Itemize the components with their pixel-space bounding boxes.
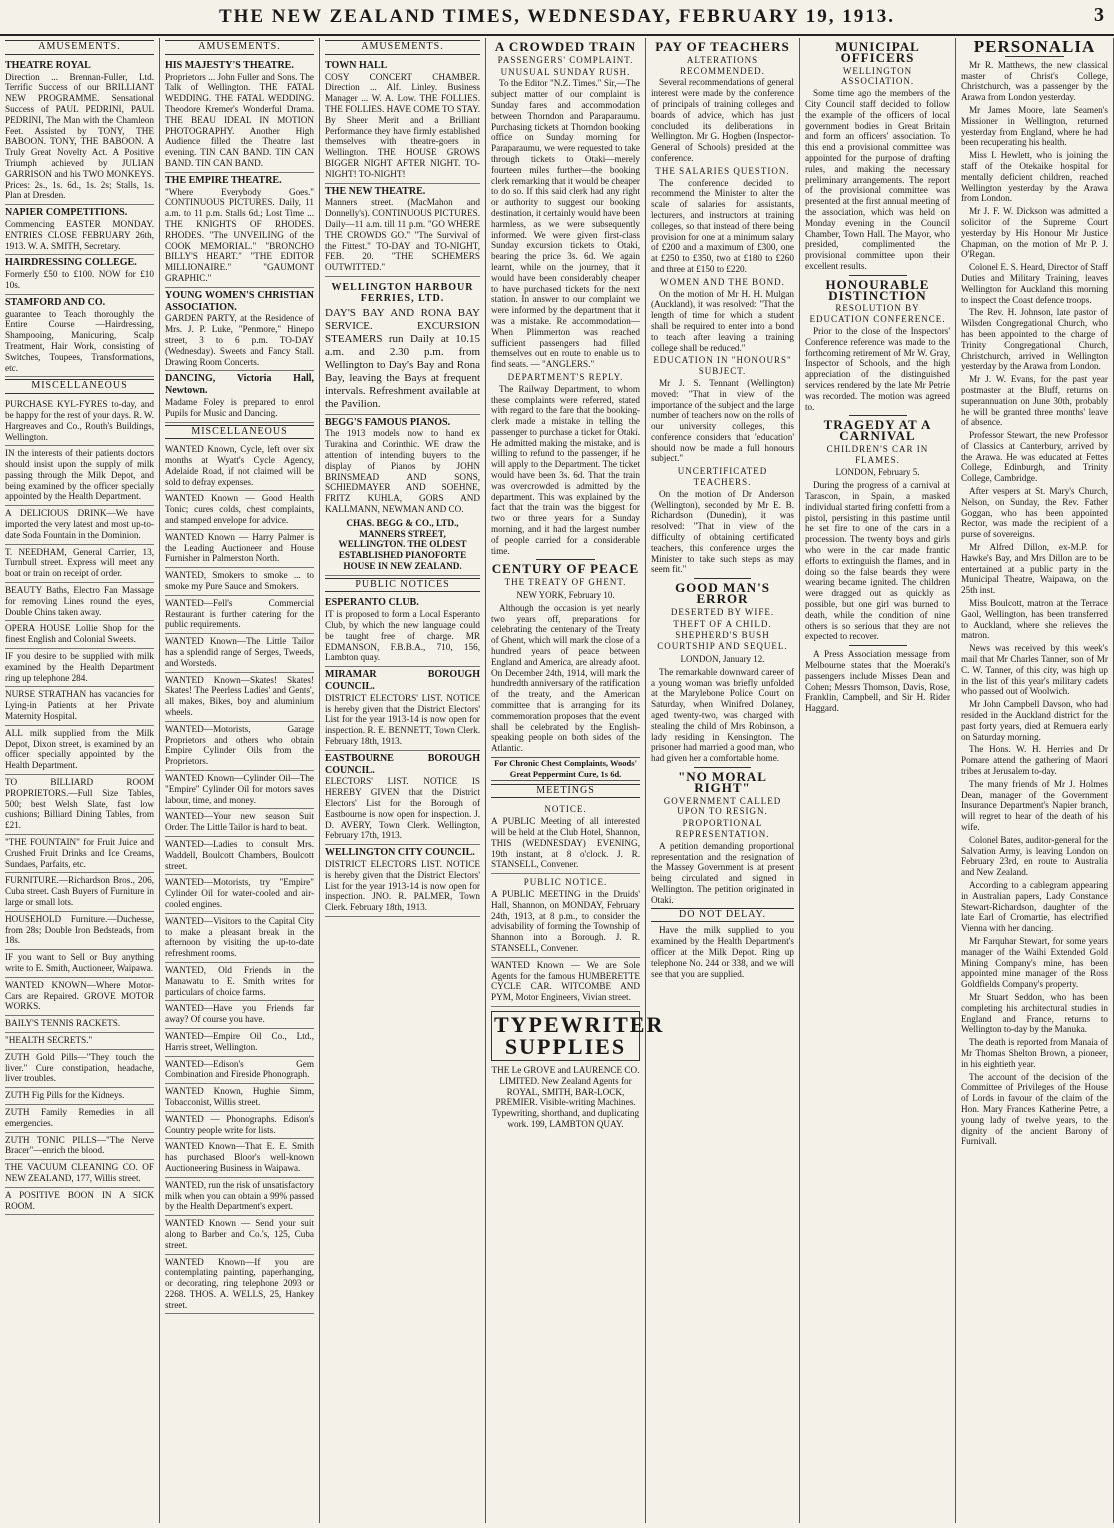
- ad-body: Formerly £50 to £100. NOW for £10 10s.: [5, 269, 154, 290]
- column-5: [646, 38, 800, 1523]
- notice-public: [491, 874, 640, 958]
- subheading: THE TREATY OF GHENT.: [504, 577, 627, 588]
- ad-head: BEGG'S FAMOUS PIANOS.: [325, 416, 451, 428]
- article-body: On the motion of Mr H. H. Mulgan (Auckland), it was resolved: "That the length of time for which a student shall be required to enter into a bond to teach after leaving a training college shall be reduced.": [651, 288, 794, 353]
- ad-head: TOWN HALL: [325, 59, 388, 71]
- notice-wellington: [325, 845, 480, 917]
- subheading: EDUCATION IN "HONOURS" SUBJECT.: [653, 355, 792, 377]
- begg-firm: CHAS. BEGG & CO., LTD., MANNERS STREET, WELLINGTON. THE OLDEST ESTABLISHED PIANOFORTE HOUSE IN NEW ZEALAND.: [338, 517, 467, 571]
- ad-body: "Where Everybody Goes." CONTINUOUS PICTURES. Daily, 11 a.m. to 11 p.m. Stalls 6d.; Lost Time ... THE KNIGHTS OF RHODES. RHODES. "The UNVEILING of the COOK MEMORIAL." "BRONCHO BILLY'S HEART." "THE EDITOR MILLIONAIRE." "GAUMONT GRAPHIC.": [165, 186, 314, 283]
- classified-ad: IF you want to Sell or Buy anything write to E. Smith, Auctioneer, Waipawa.: [5, 950, 154, 978]
- ad-head: YOUNG WOMEN'S CHRISTIAN ASSOCIATION.: [165, 289, 314, 313]
- divider: [849, 275, 907, 276]
- subheading: UNCERTIFICATED TEACHERS.: [677, 466, 768, 488]
- subheading: CHILDREN'S CAR IN FLAMES.: [826, 443, 929, 465]
- ad-new-theatre: [325, 184, 480, 277]
- article-body: A petition demanding proportional representation and the resignation of the Massey Government is at present being circulated and signed in Wellington. The petition originated in Otaki.: [651, 840, 794, 905]
- ad-body: Direction ... Brennan-Fuller, Ltd. Terrific Success of our BRILLIANT NEW PROGRAMME. Sensational Success of PAUL PEDRINI, PAUL PEDRINI, The Man with the Chamleon Feet. Assisted by TONY, THE BABOON. TONY, THE BABOON. A Truly Great Novelty Act. A Positive Triumph achieved by JULIAN GARRISON and his TWO MONKEYS. Prices: 2s., 1s. 6d., 1s. 2s; Stalls, 1s. Plan at Dresden.: [5, 71, 154, 201]
- ad-head: THEATRE ROYAL: [5, 59, 91, 71]
- subheading: RESOLUTION BY EDUCATION CONFERENCE.: [809, 303, 946, 325]
- wanted-ad: WANTED, Smokers to smoke ... to smoke my Pure Sauce and Smokers.: [165, 568, 314, 596]
- headline: PAY OF TEACHERS: [655, 39, 790, 54]
- personalia-items: [961, 60, 1108, 1147]
- classified-ad: ZUTH TONIC PILLS—"The Nerve Bracer"—enrich the blood.: [5, 1133, 154, 1161]
- personalia-item: Mr J. F. W. Dickson was admitted a solicitor of the Supreme Court yesterday by His Honour Mr Justice Chapman, on the motion of Mr P. J. O'Regan.: [961, 206, 1108, 260]
- notice-meeting: [491, 801, 640, 874]
- ad-begg: [325, 415, 480, 576]
- ad-body: DISTRICT ELECTORS LIST. NOTICE is hereby given that the District Electors' List for the year 1913-14 is now open for inspection. JNO. R. PALMER, Town Clerk. February 18th, 1913.: [325, 859, 480, 913]
- subheading: ALTERATIONS RECOMMENDED.: [680, 54, 765, 76]
- headline: A CROWDED TRAIN: [494, 39, 637, 54]
- ad-theatre-royal: [5, 58, 154, 205]
- wanted-ad: WANTED Known—The Little Tailor has a splendid range of Serges, Tweeds, and Worsteds.: [165, 634, 314, 672]
- notice-esperanto: [325, 595, 480, 667]
- article-body: The conference decided to recommend the Minister to alter the scale of salaries for assistants, lecturers, and instructors at training colleges, so that instead of there being provision for one at a minimum salary of £200 and a maximum of £300, one at £250 to £350, two at £180 to £260 and three at £150 to £220.: [651, 177, 794, 274]
- ad-head: HIS MAJESTY'S THEATRE.: [165, 59, 294, 71]
- classified-ad: "THE FOUNTAIN" for Fruit Juice and Crushed Fruit Drinks and Ice Creams, Sundaes, Parfaits, etc.: [5, 835, 154, 873]
- classified-ad: BAILY'S TENNIS RACKETS.: [5, 1016, 154, 1033]
- section-heading: MISCELLANEOUS: [165, 425, 314, 440]
- article-body: Some time ago the members of the City Council staff decided to follow the example of the officers of local government bodies in Great Britain and form an officers' association. To this end a provisional committee was appointed for the purpose of drafting rules, and making the necessary preliminary arrangements. The report of the provisional committee was presented at the first annual meeting of the association, which was held on Monday evening in the Council Chamber, Town Hall. The Mayor, who presided, complimented the provisional committee upon their excellent results.: [805, 88, 950, 271]
- notice-miramar: [325, 667, 480, 751]
- ad-stamford: [5, 295, 154, 378]
- ad-body: COSY CONCERT CHAMBER. Direction ... Alf. Linley. Business Manager ... W. A. Low. THE FOLLIES. THE FOLLIES. HAVE COME TO STAY. By Sheer Merit and a Brilliant Performance they have firmly established themselves with theatre-goers in Wellington. THE HOUSE GROWS BIGGER NIGHT AFTER NIGHT. TO-NIGHT! TO-NIGHT!: [325, 71, 480, 179]
- ad-body: Proprietors ... John Fuller and Sons. The Talk of Wellington. THE FATAL WEDDING. THE FATAL WEDDING. Theodore Kremer's Wonderful Drama. THE BEAU IDEAL IN MOTION PHOTOGRAPHY. Another High Audience filled the Theatre last evening. TIN CAN BAND. TIN CAN BAND. TIN CAN BAND.: [165, 71, 314, 168]
- column-2: [160, 38, 320, 1523]
- personalia-item: According to a cablegram appearing in Australian papers, Lady Constance Stewart-Richardson, daughter of the late Earl of Cromartie, has electrified Vienna with her dancing.: [961, 879, 1108, 934]
- subheading: DEPARTMENT'S REPLY.: [507, 371, 624, 382]
- ad-body: THE Le GROVE and LAURENCE CO. LIMITED. New Zealand Agents for ROYAL, SMITH, BAR-LOCK, PREMIER. Visible-writing Machines. Typewriting, shorthand, and duplicating work. 199, LAMBTON QUAY.: [491, 1064, 640, 1129]
- wanted-ad: WANTED — Phonographs. Edison's Country people write for lists.: [165, 1112, 314, 1140]
- wanted-ad: WANTED—Motorists, Garage Proprietors and others who obtain Empire Cylinder Oils from the Proprietors.: [165, 722, 314, 771]
- ad-head: HAIRDRESSING COLLEGE.: [5, 257, 137, 269]
- ad-body: Commencing EASTER MONDAY. ENTRIES CLOSE FEBRUARY 26th, 1913. W. A. SMITH, Secretary.: [5, 218, 154, 251]
- wanted-ad: WANTED Known—That E. E. Smith has purchased Bloor's well-known Auctioneering Business in Waipawa.: [165, 1139, 314, 1177]
- ad-town-hall: [325, 58, 480, 184]
- subheading: THE SALARIES QUESTION.: [655, 165, 790, 176]
- ad-ferries: [325, 277, 480, 415]
- subheading: THEFT OF A CHILD.: [673, 618, 772, 629]
- classified-ad: "HEALTH SECRETS.": [5, 1033, 154, 1050]
- classified-ad: ALL milk supplied from the Milk Depot, Dixon street, is examined by an officer specially appointed by the Health Department.: [5, 726, 154, 775]
- dateline: LONDON, January 12.: [680, 654, 765, 665]
- personalia-item: Miss Boulcott, matron at the Terrace Gaol, Wellington, has been transferred to Auckland, where she relieves the matron.: [961, 598, 1108, 641]
- headline: CENTURY OF PEACE: [491, 561, 640, 577]
- personalia-item: The Rev. H. Johnson, late pastor of Wilsden Congregational Church, who has been appointed to the charge of Trinity Congregational Church, Christchurch, arrived in Wellington yesterday by the Arawa from London.: [961, 307, 1108, 372]
- classified-ad: ZUTH Fig Pills for the Kidneys.: [5, 1088, 154, 1105]
- section-heading: AMUSEMENTS.: [5, 40, 154, 55]
- subheading: SHEPHERD'S BUSH COURTSHIP AND SEQUEL.: [657, 630, 788, 652]
- classified-ad: BEAUTY Baths, Electro Fan Massage for removing Lines round the eyes, Double Chins taken away.: [5, 583, 154, 621]
- column-3: [320, 38, 486, 1523]
- headline: "NO MORAL RIGHT": [678, 769, 767, 795]
- ad-dancing: [165, 371, 314, 422]
- article-body: Prior to the close of the Inspectors' Conference reference was made to the forthcoming retirement of Mr W. Gray, Inspector of Schools, and the high appreciation of the distinguished services rendered by the late Mr Petrie was recorded. The motion was agreed to.: [805, 325, 950, 412]
- wanted-ad: WANTED Known, Hughie Simm, Tobacconist, Willis street.: [165, 1084, 314, 1112]
- ad-head: PUBLIC NOTICE.: [523, 877, 608, 888]
- ad-body: DAY'S BAY AND RONA BAY SERVICE. EXCURSION STEAMERS run Daily at 10.15 a.m. and 2.30 p.m. from Wellington to Day's Bay and Rona Bay, leaving the Bays at frequent intervals. Refreshment available at the Pavilion.: [325, 306, 480, 410]
- ad-empire: [165, 173, 314, 288]
- chest-ad: For Chronic Chest Complaints, Woods' Great Peppermint Cure, 1s 6d.: [491, 757, 640, 781]
- ad-body: A PUBLIC Meeting of all interested will be held at the Club Hotel, Shannon, THIS (WEDNESDAY) EVENING, 19th instant, at 8 o'clock. J. R. STANSELL, Convener.: [491, 816, 640, 870]
- ad-head: ESPERANTO CLUB.: [325, 597, 419, 609]
- ad-head: DANCING, Victoria Hall, Newtown.: [165, 373, 314, 397]
- classified-ad: TO BILLIARD ROOM PROPRIETORS.—Full Size Tables, 500; best Welsh Slate, fast low cushions; Billiard Dining Tables, from £21.: [5, 775, 154, 835]
- article-body: Although the occasion is yet nearly two years off, preparations for celebrating the centenary of the Treaty of Ghent, which will mark the close of a hundred years of peace between England and America, are already afoot. On December 24th, 1914, will mark the hundredth anniversary of the ratification of the treaty, and the American committee that is arranging for its commemoration proposes that the event shall be celebrated by the English-speaking people on both sides of the Atlantic.: [491, 602, 640, 754]
- headline: HONOURABLE DISTINCTION: [825, 276, 930, 303]
- wanted-ad: WANTED Known, Cycle, left over six months at Wyatt's Cycle Agency, Adelaide Road, if not claimed will be sold to defray expenses.: [165, 442, 314, 491]
- wanted-ad: WANTED Known — Harry Palmer is the Leading Auctioneer and House Furnisher in Palmerston North.: [165, 530, 314, 568]
- personalia-item: Colonel Bates, auditor-general for the Salvation Army, is leaving London on February 23rd, en route to Australia and New Zealand.: [961, 834, 1108, 878]
- column-1: [0, 38, 160, 1523]
- wanted-ad: WANTED—Edison's Gem Combination and Fireside Phonograph.: [165, 1057, 314, 1085]
- article-body: The Railway Department, to whom these complaints were referred, stated with regard to the fare that the booking-clerk made a mistake in telling the passenger to purchase a ticket for Otaki. He admitted making the mistake, and is willing to refund to the passenger, if he will apply to the Department. The ticket would have been 3s. 6d. That the train was overcrowded is admitted by the department. This was explained by the fact that the train was the biggest for two or three years for a Sunday morning, and it had the largest number of people carried for a considerable time.: [491, 383, 640, 556]
- masthead: [0, 0, 1114, 36]
- newspaper-title: THE NEW ZEALAND TIMES, WEDNESDAY, FEBRUARY 19, 1913.: [218, 6, 896, 27]
- ad-his-majestys: [165, 58, 314, 173]
- headline: TRAGEDY AT A CARNIVAL: [823, 417, 932, 444]
- section-heading: AMUSEMENTS.: [325, 40, 480, 55]
- ad-head: MIRAMAR BOROUGH COUNCIL.: [325, 669, 480, 693]
- personalia-item: The death is reported from Manaia of Mr Thomas Shelton Brown, a pioneer, in his eightieth year.: [961, 1037, 1108, 1069]
- notice-eastbourne: [325, 751, 480, 845]
- classified-ad: WANTED KNOWN—Where Motor-Cars are Repaired. GROVE MOTOR WORKS.: [5, 978, 154, 1016]
- article-body: A Press Association message from Melbourne states that the Moeraki's passengers include Misses Dean and Cohen; Messrs Thomson, Davis, Rose, Franklin, Campbell, and Sir H. Rider Haggard.: [805, 649, 950, 714]
- personalia-item: The Hons. W. H. Herries and Dr Pomare attend the gathering of Maori tribes at Jerusalem to-day.: [961, 744, 1108, 776]
- subheading: GOVERNMENT CALLED UPON TO RESIGN.: [663, 795, 782, 817]
- classified-ad: ZUTH Family Remedies in all emergencies.: [5, 1105, 154, 1133]
- personalia-item: Mr James Moore, late Seamen's Missioner in Wellington, returned yesterday from England, where he had been recuperating his health.: [961, 104, 1108, 148]
- section-heading: AMUSEMENTS.: [165, 40, 314, 55]
- wanted-ad: WANTED—Your new season Suit Order. The Little Tailor is hard to beat.: [165, 809, 314, 837]
- section-heading: PUBLIC NOTICES: [325, 578, 480, 593]
- subheading: PASSENGERS' COMPLAINT.: [497, 54, 634, 65]
- article-body: The remarkable downward career of a young woman was briefly unfolded at the Marylebone Police Court on Saturday, when Winifred Dolaney, aged twenty-two, was charged with stealing the child of Mrs Robinson, a lady residing in Kensington. The prisoner had married a good man, who had given her a comfortable home.: [651, 666, 794, 764]
- ad-body: The 1913 models now to hand ex Turakina and Corinthic. WE draw the attention of intending buyers to the display of Pianos by JOHN BRINSMEAD AND SONS, SCHIEDMAYER AND SOEHNE, FRITZ KUHLA, GORS AND KALLMANN, NEWMAN AND CO.: [325, 428, 480, 514]
- classified-ad: T. NEEDHAM, General Carrier, 13, Turnbull street. Express will meet any boat or train on receipt of order.: [5, 545, 154, 583]
- subheading: DESERTED BY WIFE.: [670, 606, 775, 617]
- column-6: [800, 38, 956, 1523]
- section-heading: MEETINGS: [491, 784, 640, 799]
- divider: [849, 415, 907, 416]
- wanted-ad: WANTED Known—If you are contemplating painting, paperhanging, or decorating, ring telephone 2093 or 2268. THOS. A. WELLS, 25, Hankey street.: [165, 1255, 314, 1315]
- wanted-ads: [165, 442, 314, 1314]
- subheading: WOMEN AND THE BOND.: [660, 276, 785, 287]
- wanted-ad: WANTED Known—Skates! Skates! Skates! The Peerless Ladies' and Gents', all makes, Bikes, boy and aluminium wheels.: [165, 673, 314, 722]
- wanted-ad: WANTED Known — Send your suit along to Barber and Co.'s, 125, Cuba street.: [165, 1216, 314, 1254]
- article-body: Have the milk supplied to you examined by the Health Department's officer at the Milk Depot. Ring up telephone No. 244 or 338, and we will see that you are supplied.: [651, 925, 794, 979]
- ad-head: THE EMPIRE THEATRE.: [165, 174, 282, 186]
- classified-ad: IN the interests of their patients doctors should insist upon the supply of milk passing through the Milk Depot, and being examined by the officer specially appointed by the Health Department.: [5, 446, 154, 506]
- ad-head: EASTBOURNE BOROUGH COUNCIL.: [325, 752, 480, 776]
- page-number: 3: [1094, 4, 1104, 26]
- ad-napier: [5, 205, 154, 255]
- ad-head: STAMFORD AND CO.: [5, 296, 106, 308]
- classified-ad: ZUTH Gold Pills—"They touch the liver." Cure constipation, headache, liver troubles.: [5, 1050, 154, 1088]
- classified-ad: A DELICIOUS DRINK—We have imported the very latest and most up-to-date Soda Fountain in the Dominion.: [5, 506, 154, 544]
- wanted-ad: WANTED, Old Friends in the Manawatu to E. Smith writes for particulars of choice farms.: [165, 963, 314, 1001]
- ad-head: NOTICE.: [544, 804, 587, 815]
- article-body: Mr J. S. Tennant (Wellington) moved: "That in view of the importance of the subject and the large number of teachers now on the rolls of our university colleges, this conference considers that 'education' should now be made a full honours subject.": [651, 377, 794, 464]
- personalia-item: Mr J. W. Evans, for the past year postmaster at the Bluff, returns on superannuation on June 30th, probably he will be granted three months' leave of absence.: [961, 374, 1108, 428]
- column-4: [486, 38, 665, 1523]
- article-body: To the Editor "N.Z. Times." Sir,—The subject matter of our complaint is Sunday fares and accommodation between Thorndon and Paraparaumu. Purchasing tickets at Thorndon booking office on Sunday morning for Paraparaumu, we were requested to take through tickets to Otaki—merely fourteen miles further—the booking clerk remarking that it would be cheaper to do so. If this said clerk had any right or authority to suggest our booking destination, it certainly would have been harmless, as we were subsequently informed. We were given first-class Sunday excursion tickets to Otaki, bearing the price 3s. 6d. We again learnt, while on the journey, that it would have been considerably cheaper to have purchased tickets for the next station. In answer to our complaint we were informed by the department that it was a mistake. Re accommodation—When Plimmerton was reached sufficient passengers had filled themselves out en route to enable us to find seats. — "ANGLERS.": [491, 78, 640, 370]
- headline: GOOD MAN'S ERROR: [675, 580, 770, 607]
- dateline: NEW YORK, February 10.: [516, 590, 615, 601]
- ad-body: WANTED Known — We are Sole Agents for the famous HUMBERETTE CYCLE CAR. WITCOMBE AND PYM, Motor Engineers, Vivian street.: [491, 959, 640, 1003]
- typewriter-headline: TYPEWRITER SUPPLIES: [491, 1011, 640, 1061]
- wanted-ad: WANTED Known — Good Health Tonic; cures colds, chest complaints, and stamped envelope for advice.: [165, 491, 314, 529]
- personalia-item: After vespers at St. Mary's Church, Nelson, on Sunday, the Rev. Father Goggan, who has been appointed Rector, was made the recipient of a purse of sovereigns.: [961, 486, 1108, 540]
- personalia-item: Mr R. Matthews, the new classical master of Christ's College, Christchurch, was a passenger by the Arawa from London yesterday.: [961, 59, 1108, 103]
- ad-body: A PUBLIC MEETING in the Druids' Hall, Shannon, on MONDAY, February 24th, 1913, at 8 p.m., to consider the advisability of forming the Township of Shannon into a Borough. J. R. STANSELL, Convener.: [491, 888, 640, 953]
- ad-head: WELLINGTON HARBOUR FERRIES, LTD.: [331, 281, 474, 304]
- ad-body: IT is proposed to form a Local Esperanto Club, by which the new language could be taught free of charge. MR EDMANSON, F.B.B.A., 710, 156, Lambton quay.: [325, 609, 480, 663]
- personalia-item: Mr Farquhar Stewart, for some years manager of the Waihi Extended Gold Mining Company's mine, has been appointed mine manager of the Ross Goldfields Company's property.: [961, 935, 1108, 990]
- ad-head: WELLINGTON CITY COUNCIL.: [325, 847, 475, 859]
- headline-personalia: PERSONALIA: [973, 37, 1096, 56]
- ad-body: guarantee to Teach thoroughly the Entire Course —Hairdressing, Shampooing, Manicuring, Scalp Treatment, Hair Work, consisting of Switches, Toupees, Transformations, etc.: [5, 308, 154, 373]
- personalia-item: Mr John Campbell Davson, who had resided in the Auckland district for the past forty years, died at Remuera early on Saturday morning.: [961, 699, 1108, 742]
- personalia-item: Mr Alfred Dillon, ex-M.P. for Hawke's Bay, and Mrs Dillon are to be entertained at a public party in the Municipal Theatre, Waipawa, on the 25th inst.: [961, 542, 1108, 596]
- ad-witcombe: [491, 958, 640, 1007]
- ad-body: DISTRICT ELECTORS' LIST. NOTICE is hereby given that the District Electors' List for the year 1913-14 is now open for inspection. R. E. BENNETT, Town Clerk. February 18th, 1913.: [325, 692, 480, 747]
- divider: [694, 767, 751, 768]
- classified-ad: A POSITIVE BOON IN A SICK ROOM.: [5, 1188, 154, 1216]
- subheading: DO NOT DELAY.: [651, 908, 794, 923]
- section-heading: MISCELLANEOUS: [5, 379, 154, 394]
- wanted-ad: WANTED—Visitors to the Capital City to make a pleasant break in the afternoon by visiting the up-to-date refreshment rooms.: [165, 914, 314, 963]
- divider: [694, 578, 751, 579]
- classified-ad: PURCHASE KYL-FYRES to-day, and be happy for the rest of your days. R. W. Hargreaves and Co., Routh's Buildings, Wellington.: [5, 397, 154, 446]
- wanted-ad: WANTED—Have you Friends far away? Of course you have.: [165, 1001, 314, 1029]
- classified-ad: OPERA HOUSE Lollie Shop for the finest English and Colonial Sweets.: [5, 621, 154, 649]
- article-body: During the progress of a carnival at Tarascon, in Spain, a masked individual started firing confetti from a pistol, persisting in this pastime until he set fire to one of the cars in a procession. The twenty boys and girls who were in the car made frantic efforts to extinguish the flames, and in doing so the false beards they were wearing became ignited. The children were dragged out as quickly as possible, but one girl was burned to death, while the condition of nine others is so serious that they are not expected to recover.: [805, 480, 950, 642]
- wanted-ad: WANTED—Ladies to consult Mrs. Waddell, Boulcott Chambers, Boulcott street.: [165, 837, 314, 875]
- ad-body: Madame Foley is prepared to enrol Pupils for Music and Dancing.: [165, 396, 314, 418]
- personalia-item: News was received by this week's mail that Mr Charles Tanner, son of Mr C. W. Tanner, of this city, was high up in the list of this year's military cadets who passed out of Woolwich.: [961, 643, 1108, 697]
- ad-body: Manners street. (MacMahon and Donnelly's). CONTINUOUS PICTURES. Daily—11 a.m. till 11 p.m. "GO WHERE THE CROWDS GO." "The Survival of the Fittest." TO-DAY and TO-NIGHT, FEB. 20. "THE SCHEMERS OUTWITTED.": [325, 197, 480, 273]
- ad-body: GARDEN PARTY, at the Residence of Mrs. J. P. Luke, "Penmore," Hinepo street, 3 to 6 p.m. TO-DAY (Wednesday). Sweets and Fancy Stall. Drawing Room Concerts.: [165, 313, 314, 367]
- ad-body: ELECTORS' LIST. NOTICE IS HEREBY GIVEN that the District Electors' List for the Borough of Eastbourne is now open for inspection. J. D. AVERY, Town Clerk. Wellington, February 17th, 1913.: [325, 776, 480, 841]
- subheading: WELLINGTON ASSOCIATION.: [840, 65, 915, 87]
- ad-ywca: [165, 288, 314, 372]
- ad-head: THE NEW THEATRE.: [325, 185, 426, 197]
- classified-ad: NURSE STRATHAN has vacancies for Lying-in Patients at her Private Maternity Hospital.: [5, 687, 154, 725]
- headline: MUNICIPAL OFFICERS: [835, 39, 920, 65]
- wanted-ad: WANTED Known—Cylinder Oil—The "Empire" Cylinder Oil for motors saves labour, time, and money.: [165, 771, 314, 809]
- article-body: On the motion of Dr Anderson (Wellington), seconded by Mr E. B. Richardson (Dunedin), it was resolved: "That in view of the difficulty of obtaining certificated teachers, this conference urges the Minister to take such steps as may seem fit.": [651, 488, 794, 575]
- wanted-ad: WANTED—Motorists, try "Empire" Cylinder Oil for water-cooled and air-cooled engines.: [165, 875, 314, 913]
- personalia-item: Mr Stuart Seddon, who has been completing his architectural studies in England and France, returns to Wellington to-day by the Manuka.: [961, 991, 1108, 1035]
- wanted-ad: WANTED—Fell's Commercial Restaurant is further catering for the public requirements.: [165, 596, 314, 634]
- subheading: PROPORTIONAL REPRESENTATION.: [675, 818, 770, 839]
- article-body: Several recommendations of general interest were made by the conference of principals of training colleges and boards of advice, which has just concluded its deliberations in Wellington. Mr G. Hogben (Inspector-General of Schools) presided at the conference.: [651, 77, 794, 163]
- divider: [849, 645, 907, 646]
- classified-ad: THE VACUUM CLEANING CO. OF NEW ZEALAND, 177, Willis street.: [5, 1160, 154, 1188]
- personalia-item: Miss I. Hewlett, who is joining the staff of the Otekaike hospital for mentally deficient children, reached Wellington yesterday by the Arawa from London.: [961, 150, 1108, 204]
- personalia-item: Colonel E. S. Heard, Director of Staff Duties and Military Training, leaves Wellington for Auckland this morning to inspect the Coast defence troops.: [961, 262, 1108, 305]
- ad-hairdressing: [5, 255, 154, 294]
- personalia-item: The account of the decision of the Committee of Privileges of the House of Lords in favour of the claim of the Hon. Mary Frances Katherine Petre, a young lady of twelve years, to the dignity of the ancient Barony of Furnivall.: [961, 1071, 1108, 1147]
- ad-head: NAPIER COMPETITIONS.: [5, 207, 128, 219]
- personalia-item: Professor Stewart, the new Professor of Classics at Canterbury, arrived by the Arawa. He was educated at Fettes College, Edinburgh, and Trinity College, Cambridge.: [961, 430, 1108, 484]
- subheading: UNUSUAL SUNDAY RUSH.: [500, 66, 631, 77]
- misc-ads: [5, 397, 154, 1215]
- classified-ad: HOUSEHOLD Furniture.—Duchesse, from 28s; Double Iron Bedsteads, from 18s.: [5, 912, 154, 950]
- column-7: [956, 38, 1114, 1523]
- dateline: LONDON, February 5.: [835, 467, 920, 478]
- divider: [536, 559, 596, 560]
- classified-ad: FURNITURE.—Richardson Bros., 206, Cuba street. Cash Buyers of Furniture in large or small lots.: [5, 873, 154, 911]
- wanted-ad: WANTED—Empire Oil Co., Ltd., Harris street, Wellington.: [165, 1029, 314, 1057]
- classified-ad: IF you desire to be supplied with milk examined by the Health Department ring up telephone 284.: [5, 649, 154, 687]
- wanted-ad: WANTED, run the risk of unsatisfactory milk when you can obtain a 99% passed by the Health Department's expert.: [165, 1178, 314, 1216]
- personalia-item: The many friends of Mr J. Holmes Dean, manager of the Government Insurance Department's Napier branch, will regret to hear of the death of his wife.: [961, 778, 1108, 832]
